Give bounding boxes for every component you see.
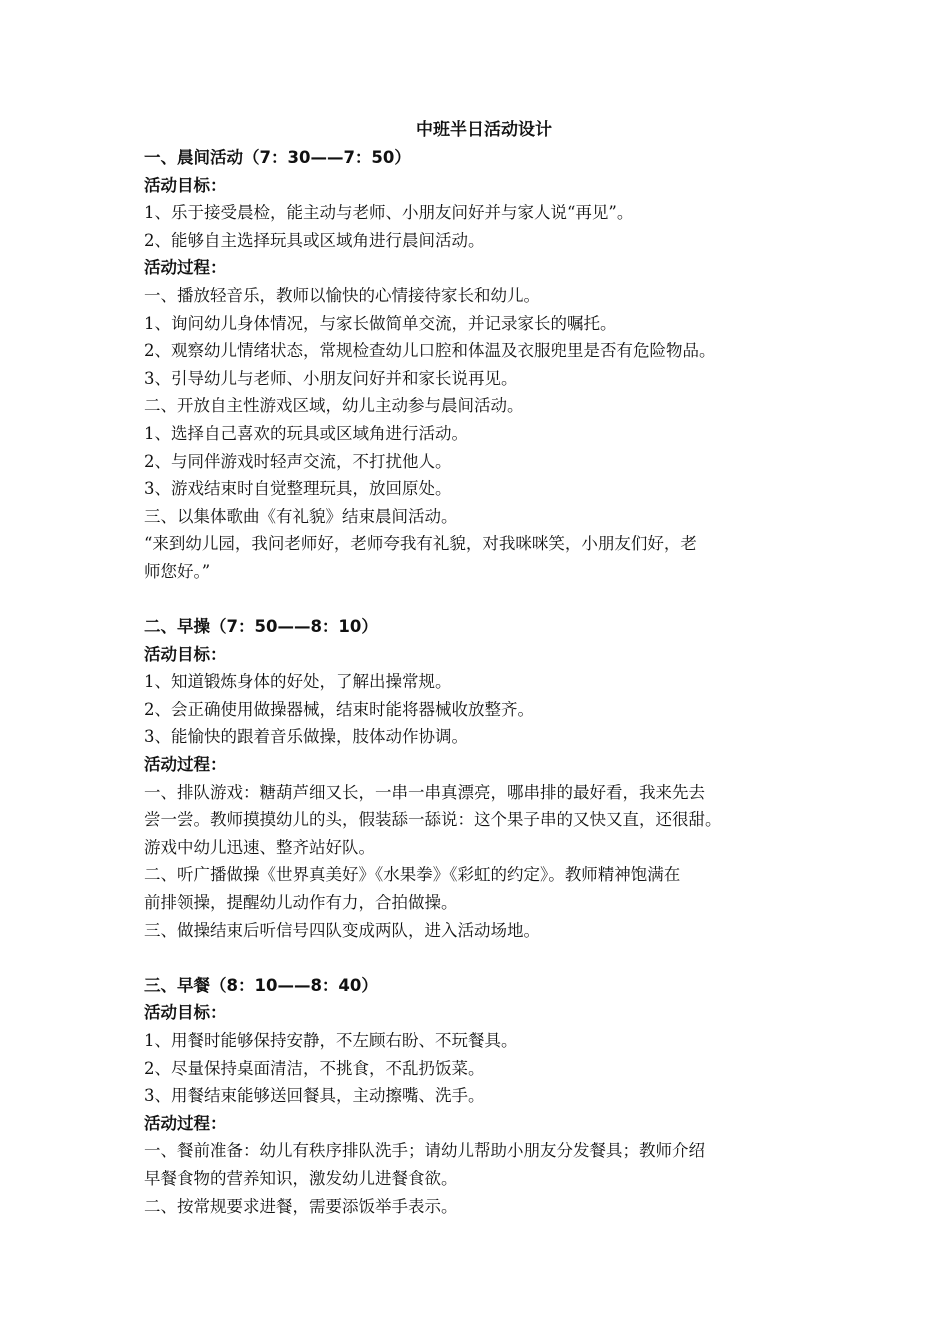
process-item: 前排领操，提醒幼儿动作有力，合拍做操。 [144, 893, 458, 913]
process-item: 2、观察幼儿情绪状态，常规检查幼儿口腔和体温及衣服兜里是否有危险物品。 [144, 341, 716, 361]
process-item: 三、做操结束后听信号四队变成两队，进入活动场地。 [144, 920, 540, 940]
goal-item: 1、用餐时能够保持安静，不左顾右盼、不玩餐具。 [144, 1031, 518, 1050]
process-item: 一、播放轻音乐，教师以愉快的心情接待家长和幼儿。 [144, 285, 540, 305]
section-morning-exercise [144, 613, 824, 944]
section-heading: 三、早餐（8：10——8：40） [144, 975, 378, 995]
goals-label: 活动目标： [144, 644, 227, 664]
goal-item: 3、能愉快的跟着音乐做操，肢体动作协调。 [144, 727, 468, 747]
blank-line [144, 944, 824, 972]
process-item: 3、游戏结束时自觉整理玩具，放回原处。 [144, 479, 452, 499]
goal-item: 1、乐于接受晨检，能主动与老师、小朋友问好并与家人说“再见”。 [144, 203, 634, 223]
goal-item: 2、尽量保持桌面清洁，不挑食，不乱扔饭菜。 [144, 1058, 485, 1078]
process-item: 2、与同伴游戏时轻声交流，不打扰他人。 [144, 451, 452, 471]
process-item: 游戏中幼儿迅速、整齐站好队。 [144, 837, 375, 857]
section-heading: 一、晨间活动（7：30——7：50） [144, 148, 411, 167]
process-item: 1、询问幼儿身体情况，与家长做简单交流，并记录家长的嘱托。 [144, 313, 617, 333]
goal-item: 1、知道锻炼身体的好处，了解出操常规。 [144, 672, 452, 692]
process-item: 一、排队游戏：糖葫芦细又长，一串一串真漂亮，哪串排的最好看，我来先去 [144, 782, 705, 802]
process-item: 1、选择自己喜欢的玩具或区域角进行活动。 [144, 423, 468, 443]
process-item: 早餐食物的营养知识，激发幼儿进餐食欲。 [144, 1168, 458, 1188]
process-label: 活动过程： [144, 1113, 227, 1133]
blank-line [144, 586, 824, 614]
process-item: 二、开放自主性游戏区域，幼儿主动参与晨间活动。 [144, 396, 524, 416]
goal-item: 2、能够自主选择玩具或区域角进行晨间活动。 [144, 230, 485, 250]
goals-label: 活动目标： [144, 1003, 227, 1023]
process-item: 二、按常规要求进餐，需要添饭举手表示。 [144, 1196, 458, 1216]
section-morning-activity [144, 144, 824, 586]
goals-label: 活动目标： [144, 175, 227, 195]
process-label: 活动过程： [144, 755, 227, 775]
song-lyrics-line: “来到幼儿园，我问老师好，老师夸我有礼貌，对我咪咪笑，小朋友们好，老 [144, 534, 697, 554]
process-item: 3、引导幼儿与老师、小朋友问好并和家长说再见。 [144, 368, 518, 388]
document-title: 中班半日活动设计 [416, 120, 552, 140]
document-page [144, 116, 824, 1220]
section-breakfast [144, 972, 824, 1220]
process-item: 三、以集体歌曲《有礼貌》结束晨间活动。 [144, 506, 458, 526]
process-item: 尝一尝。教师摸摸幼儿的头，假装舔一舔说：这个果子串的又快又直，还很甜。 [144, 810, 722, 830]
process-label: 活动过程： [144, 258, 227, 278]
goal-item: 3、用餐结束能够送回餐具，主动擦嘴、洗手。 [144, 1086, 485, 1106]
process-item: 一、餐前准备：幼儿有秩序排队洗手；请幼儿帮助小朋友分发餐具；教师介绍 [144, 1141, 705, 1161]
section-heading: 二、早操（7：50——8：10） [144, 617, 378, 637]
song-lyrics-line: 师您好。” [144, 561, 211, 581]
goal-item: 2、会正确使用做操器械，结束时能将器械收放整齐。 [144, 699, 534, 719]
process-item: 二、听广播做操《世界真美好》《水果拳》《彩虹的约定》。教师精神饱满在 [144, 865, 681, 885]
